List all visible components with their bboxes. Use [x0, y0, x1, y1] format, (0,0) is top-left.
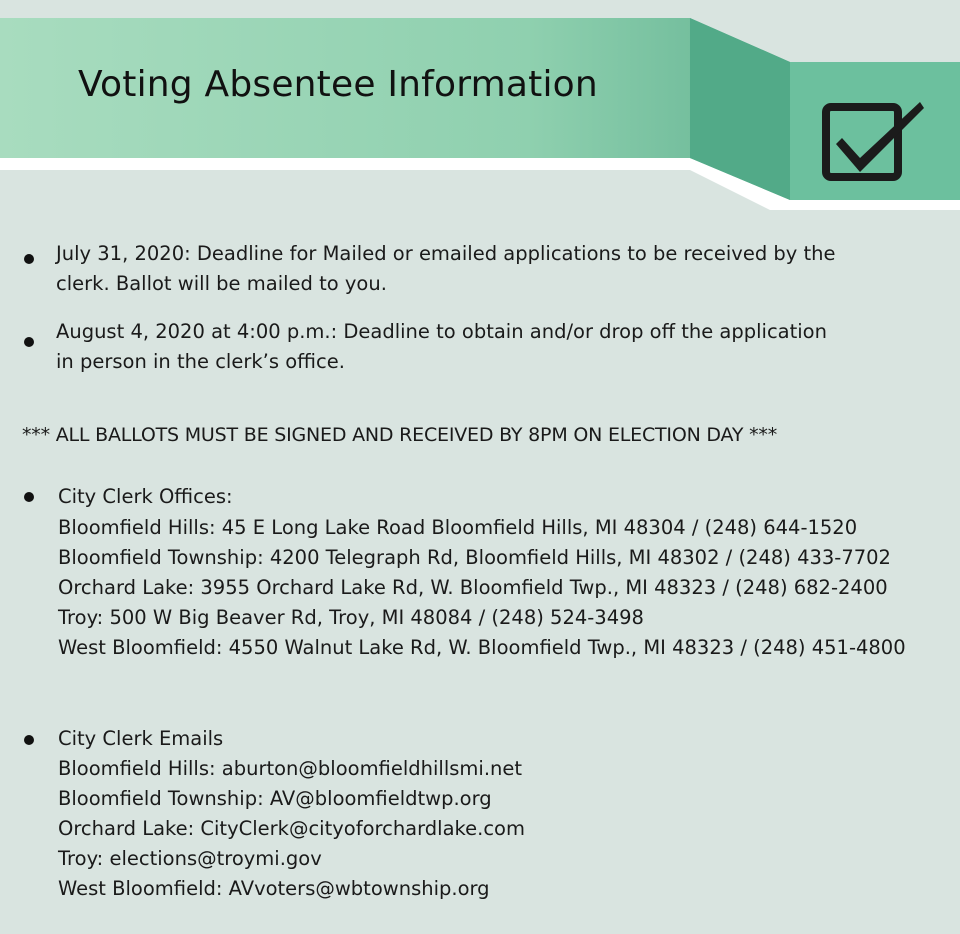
bullet-icon	[24, 254, 34, 264]
email-line: Troy: elections@troymi.gov	[58, 847, 322, 870]
deadline-line: August 4, 2020 at 4:00 p.m.: Deadline to obtain and/or drop off the application	[56, 320, 827, 343]
offices-heading: City Clerk Offices:	[58, 485, 233, 508]
email-line: Orchard Lake: CityClerk@cityoforchardlake.com	[58, 817, 525, 840]
office-line: Orchard Lake: 3955 Orchard Lake Rd, W. Bloomfield Twp., MI 48323 / (248) 682-2400	[58, 576, 888, 599]
email-line: West Bloomfield: AVvoters@wbtownship.org	[58, 877, 490, 900]
bullet-icon	[24, 735, 34, 745]
bullet-icon	[24, 492, 34, 502]
header-banner	[0, 0, 960, 210]
emails-heading: City Clerk Emails	[58, 727, 224, 750]
checkbox-checked-icon	[820, 100, 928, 182]
office-line: West Bloomfield: 4550 Walnut Lake Rd, W. Bloomfield Twp., MI 48323 / (248) 451-4800	[58, 636, 906, 659]
ballot-notice: *** ALL BALLOTS MUST BE SIGNED AND RECEIVED BY 8PM ON ELECTION DAY ***	[22, 424, 777, 446]
deadline-line: clerk. Ballot will be mailed to you.	[56, 272, 387, 295]
deadline-line: in person in the clerk’s office.	[56, 350, 345, 373]
email-line: Bloomfield Hills: aburton@bloomfieldhillsmi.net	[58, 757, 523, 780]
office-line: Bloomfield Township: 4200 Telegraph Rd, Bloomfield Hills, MI 48302 / (248) 433-7702	[58, 546, 891, 569]
page-title: Voting Absentee Information	[78, 64, 598, 105]
deadline-line: July 31, 2020: Deadline for Mailed or emailed applications to be received by the	[56, 242, 836, 265]
office-line: Troy: 500 W Big Beaver Rd, Troy, MI 48084 / (248) 524-3498	[58, 606, 644, 629]
office-line: Bloomfield Hills: 45 E Long Lake Road Bloomfield Hills, MI 48304 / (248) 644-1520	[58, 516, 858, 539]
bullet-icon	[24, 337, 34, 347]
email-line: Bloomfield Township: AV@bloomfieldtwp.org	[58, 787, 492, 810]
